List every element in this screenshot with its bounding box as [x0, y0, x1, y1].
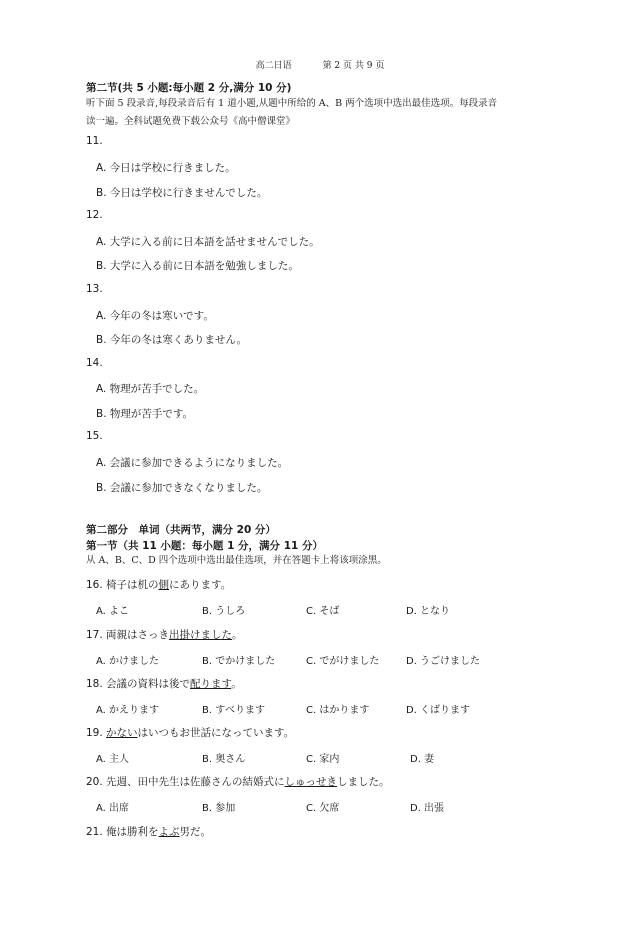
option-d: D. 出張: [410, 803, 445, 814]
instruction-line: 读一遍。全科试题免费下载公众号《高中僧课堂》: [86, 116, 296, 127]
option-c: C. でがけました: [306, 656, 380, 667]
question-number: 12.: [86, 209, 103, 221]
option-c: C. そば: [306, 606, 340, 617]
option-b: B. すべります: [202, 705, 266, 716]
section-title: 第二节(共 5 小题:每小题 2 分,满分 10 分): [86, 82, 292, 94]
page-header: [0, 58, 640, 71]
option-a: A. 出席: [96, 803, 130, 814]
question-stem: 20. 先週、田中先生は佐藤さんの結婚式にしゅっせきしました。: [86, 776, 390, 788]
underlined-word: 出掛けました: [169, 629, 233, 641]
part-title: 第二部分 单词（共两节，满分 20 分）: [86, 524, 276, 536]
option-a: A. 主人: [96, 754, 130, 765]
underlined-word: しゅっせき: [284, 776, 338, 788]
option-a: A. 会議に参加できるようになりました。: [96, 457, 289, 469]
option-b: B. 奥さん: [202, 754, 246, 765]
section-title: 第一节（共 11 小题：每小题 1 分，满分 11 分）: [86, 540, 323, 552]
option-a: A. 物理が苦手でした。: [96, 383, 205, 395]
underlined-word: よぶ: [158, 826, 180, 838]
option-b: B. でかけました: [202, 656, 276, 667]
option-a: A. 大学に入る前に日本語を話せませんでした。: [96, 236, 320, 248]
page-number: 第 2 页 共 9 页: [322, 61, 385, 71]
underlined-word: かない: [106, 727, 138, 739]
question-number: 11.: [86, 135, 103, 147]
option-d: D. となり: [406, 606, 451, 617]
question-stem: 21. 俺は勝利をよぶ男だ。: [86, 826, 212, 838]
option-c: C. 家内: [306, 754, 340, 765]
option-b: B. 会議に参加できなくなりました。: [96, 482, 268, 494]
option-b: B. 今年の冬は寒くありません。: [96, 334, 248, 346]
question-number: 14.: [86, 357, 103, 369]
option-b: B. 今日は学校に行きませんでした。: [96, 187, 268, 199]
option-b: B. 大学に入る前に日本語を勉強しました。: [96, 260, 299, 272]
option-b: B. 参加: [202, 803, 236, 814]
option-d: D. くばります: [406, 705, 471, 716]
option-d: D. うごけました: [406, 656, 481, 667]
instruction-line: 听下面 5 段录音,每段录音后有 1 道小题,从题中所给的 A、B 两个选项中选出最佳选项。每段录音: [86, 98, 498, 109]
option-a: A. よこ: [96, 606, 130, 617]
underlined-word: 配ります: [190, 678, 232, 690]
option-a: A. かえります: [96, 705, 160, 716]
option-a: A. かけました: [96, 656, 160, 667]
underlined-word: 側: [158, 579, 170, 591]
instruction-line: 从 A、B、C、D 四个选项中选出最佳选项，并在答题卡上将该项涂黑。: [86, 555, 387, 566]
option-b: B. 物理が苦手です。: [96, 408, 194, 420]
option-c: C. 欠席: [306, 803, 340, 814]
option-c: C. はかります: [306, 705, 370, 716]
option-a: A. 今日は学校に行きました。: [96, 162, 236, 174]
subject-label: 高二日语: [255, 61, 292, 71]
question-stem: 16. 椅子は机の側にあります。: [86, 579, 232, 591]
option-b: B. うしろ: [202, 606, 246, 617]
question-number: 15.: [86, 430, 103, 442]
question-stem: 18. 会議の資料は後で配ります。: [86, 678, 242, 690]
question-stem: 17. 両親はさっき出掛けました。: [86, 629, 243, 641]
question-stem: 19. かないはいつもお世話になっています。: [86, 727, 295, 739]
question-number: 13.: [86, 283, 103, 295]
option-a: A. 今年の冬は寒いです。: [96, 310, 214, 322]
option-d: D. 妻: [410, 754, 435, 765]
